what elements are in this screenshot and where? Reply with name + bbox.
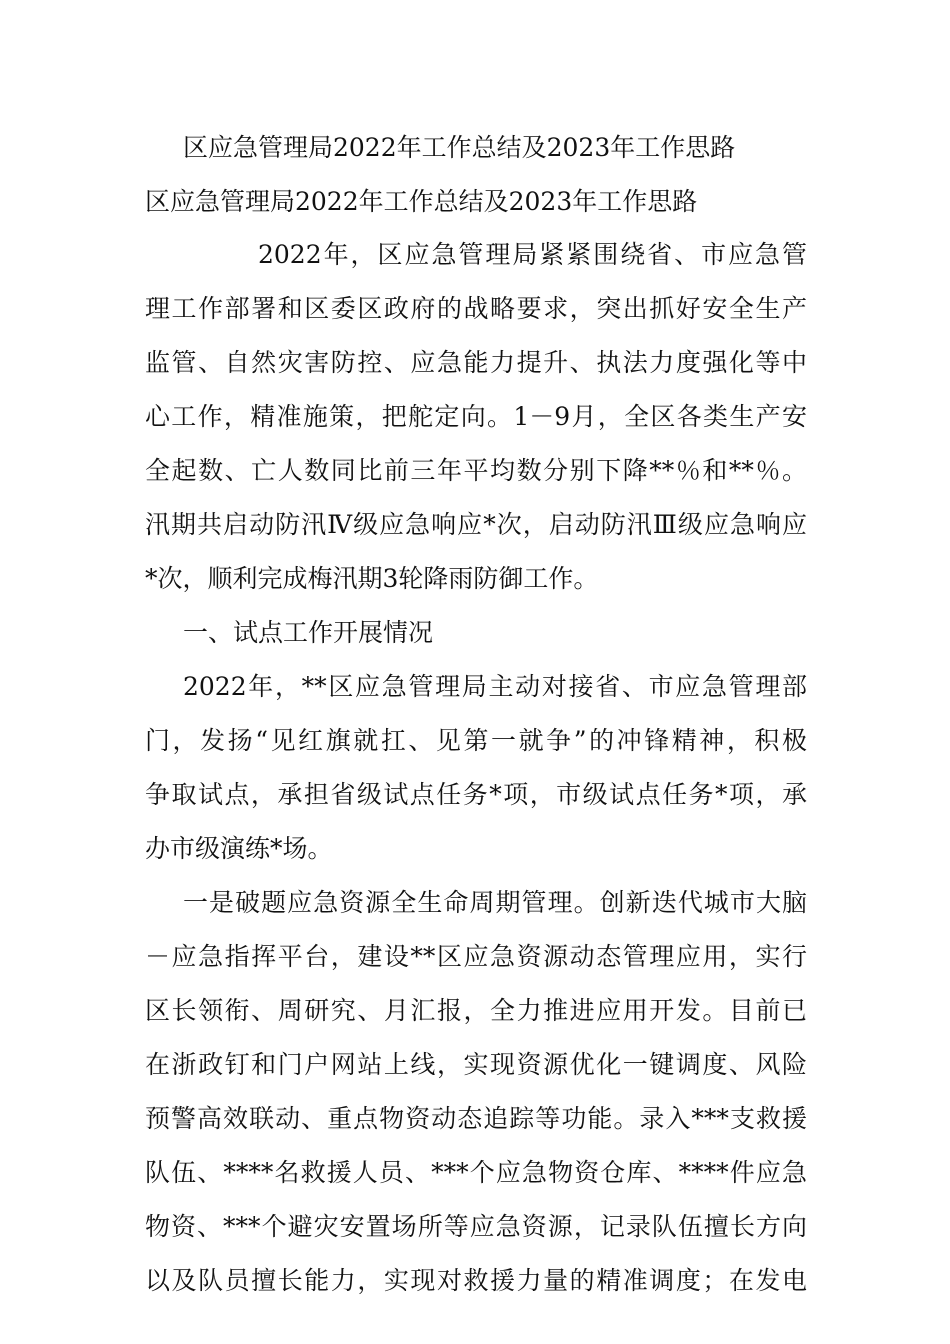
paragraph-line: 汛期共启动防汛Ⅳ级应急响应*次，启动防汛Ⅲ级应急响应 <box>145 510 807 539</box>
paragraph-line: 监管、自然灾害防控、应急能力提升、执法力度强化等中 <box>145 348 807 377</box>
paragraph-line: 一是破题应急资源全生命周期管理。创新迭代城市大脑 <box>183 888 807 917</box>
paragraph-line: 争取试点，承担省级试点任务*项，市级试点任务*项，承 <box>145 780 807 809</box>
paragraph-line: －应急指挥平台，建设**区应急资源动态管理应用，实行 <box>145 942 807 971</box>
document-title: 区应急管理局2022年工作总结及2023年工作思路 <box>183 133 736 162</box>
paragraph-line: 在浙政钉和门户网站上线，实现资源优化一键调度、风险 <box>145 1050 807 1079</box>
paragraph-line: 区长领衔、周研究、月汇报，全力推进应用开发。目前已 <box>145 996 807 1025</box>
paragraph-line: 以及队员擅长能力，实现对救援力量的精准调度；在发电 <box>145 1266 807 1295</box>
paragraph-line: 队伍、****名救援人员、***个应急物资仓库、****件应急 <box>145 1158 807 1187</box>
paragraph-line: 理工作部署和区委区政府的战略要求，突出抓好安全生产 <box>145 294 807 323</box>
paragraph-line: 心工作，精准施策，把舵定向。1－9月，全区各类生产安 <box>145 402 807 431</box>
document-title-repeat: 区应急管理局2022年工作总结及2023年工作思路 <box>145 187 698 216</box>
paragraph-line: 门，发扬“见红旗就扛、见第一就争”的冲锋精神，积极 <box>145 726 807 755</box>
paragraph-line: *次，顺利完成梅汛期3轮降雨防御工作。 <box>145 564 599 593</box>
paragraph-line: 2022年，**区应急管理局主动对接省、市应急管理部 <box>183 672 807 701</box>
paragraph-line: 物资、***个避灾安置场所等应急资源，记录队伍擅长方向 <box>145 1212 807 1241</box>
paragraph-line: 预警高效联动、重点物资动态追踪等功能。录入***支救援 <box>145 1104 807 1133</box>
paragraph-line: 全起数、亡人数同比前三年平均数分别下降**％和**％。 <box>145 456 807 485</box>
section-heading: 一、试点工作开展情况 <box>183 618 434 647</box>
paragraph-line: 2022年，区应急管理局紧紧围绕省、市应急管 <box>258 240 807 269</box>
paragraph-line: 办市级演练*场。 <box>145 834 333 863</box>
